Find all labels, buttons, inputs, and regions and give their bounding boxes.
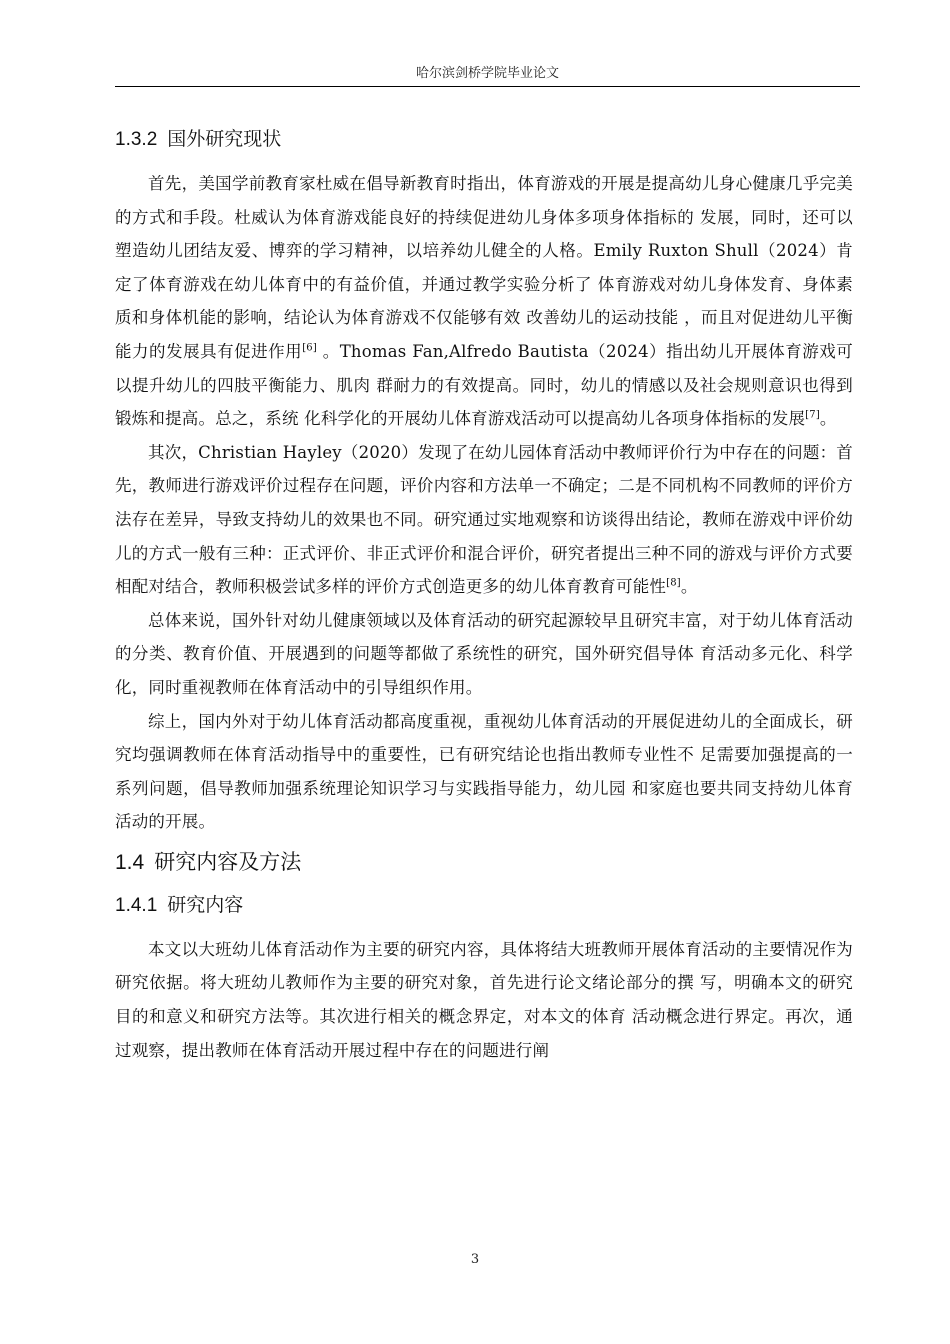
section-heading-1-4: [115, 841, 853, 884]
section-number: 1.4: [115, 850, 145, 874]
paragraph-foreign-research-1: [115, 167, 853, 436]
citation-7: [7]: [805, 409, 820, 421]
section-number: 1.3.2: [115, 129, 158, 150]
paragraph-foreign-research-2: [115, 436, 853, 604]
page-header: 哈尔滨剑桥学院毕业论文: [415, 66, 559, 81]
paragraph-text: 首先，美国学前教育家杜威在倡导新教育时指出，体育游戏的开展是提高幼儿身心健康几乎完美的方式和手段。杜威认为体育游戏能良好的持续促进幼儿身体多项身体指标的 发展，同时，还可以塑造幼儿团结友爱、博弈的学习精神，以培养幼儿健全的人格。Emily Ruxton Shull（2024）肯定了体育游戏在幼儿体育中的有益价值，并通过教学实验分析了 体育游戏对幼儿身体发育、身体素质和身体机能的影响，结论认为体育游戏不仅能够有效 改善幼儿的运动技能 ，而且对促进幼儿平衡能力的发展具有促进作用: [115, 174, 853, 361]
paragraph-text: 。Thomas Fan,Alfredo Bautista（2024）指出幼儿开展体育游戏可以提升幼儿的四肢平衡能力、肌肉 群耐力的有效提高。同时，幼儿的情感以及社会规则意识也得到锻炼和提高。总之，系统 化科学化的开展幼儿体育游戏活动可以提高幼儿各项身体指标的发展: [115, 341, 853, 429]
section-number: 1.4.1: [115, 894, 158, 916]
section-title: 国外研究现状: [167, 128, 282, 150]
paragraph-end: 。: [819, 409, 837, 429]
section-heading-1-3-2: [115, 118, 853, 161]
header-divider: [115, 86, 860, 87]
paragraph-conclusion: 综上，国内外对于幼儿体育活动都高度重视，重视幼儿体育活动的开展促进幼儿的全面成长，研究均强调教师在体育活动指导中的重要性，已有研究结论也指出教师专业性不 足需要加强提高的一系列问题，倡导教师加强系统理论知识学习与实践指导能力，幼儿园 和家庭也要共同支持幼儿体育活动的开展。: [115, 711, 853, 832]
paragraph-research-content: 本文以大班幼儿体育活动作为主要的研究内容，具体将结大班教师开展体育活动的主要情况作为研究依据。将大班幼儿教师作为主要的研究对象，首先进行论文绪论部分的撰 写，明确本文的研究目的和意义和研究方法等。其次进行相关的概念界定，对本文的体育 活动概念进行界定。再次，通过观察，提出教师在体育活动开展过程中存在的问题进行阐: [115, 939, 853, 1060]
citation-8: [8]: [666, 577, 681, 589]
paragraph-foreign-summary: 总体来说，国外针对幼儿健康领域以及体育活动的研究起源较早且研究丰富，对于幼儿体育活动的分类、教育价值、开展遇到的问题等都做了系统性的研究，国外研究倡导体 育活动多元化、科学化，同时重视教师在体育活动中的引导组织作用。: [115, 610, 853, 697]
page-number: 3: [470, 1252, 480, 1267]
document-body: [115, 118, 853, 1067]
section-title: 研究内容及方法: [154, 849, 302, 874]
citation-6: [6]: [302, 342, 317, 354]
section-title: 研究内容: [167, 893, 244, 916]
section-heading-1-4-1: [115, 884, 853, 927]
paragraph-text: 其次，Christian Hayley（2020）发现了在幼儿园体育活动中教师评价行为中存在的问题：首先，教师进行游戏评价过程存在问题，评价内容和方法单一不确定；二是不同机构不同教师的评价方法存在差异，导致支持幼儿的效果也不同。研究通过实地观察和访谈得出结论，教师在游戏中评价幼儿的方式一般有三种：正式评价、非正式评价和混合评价，研究者提出三种不同的游戏与评价方式要相配对结合，教师积极尝试多样的评价方式创造更多的幼儿体育教育可能性: [115, 442, 853, 597]
paragraph-end: 。: [680, 577, 698, 597]
